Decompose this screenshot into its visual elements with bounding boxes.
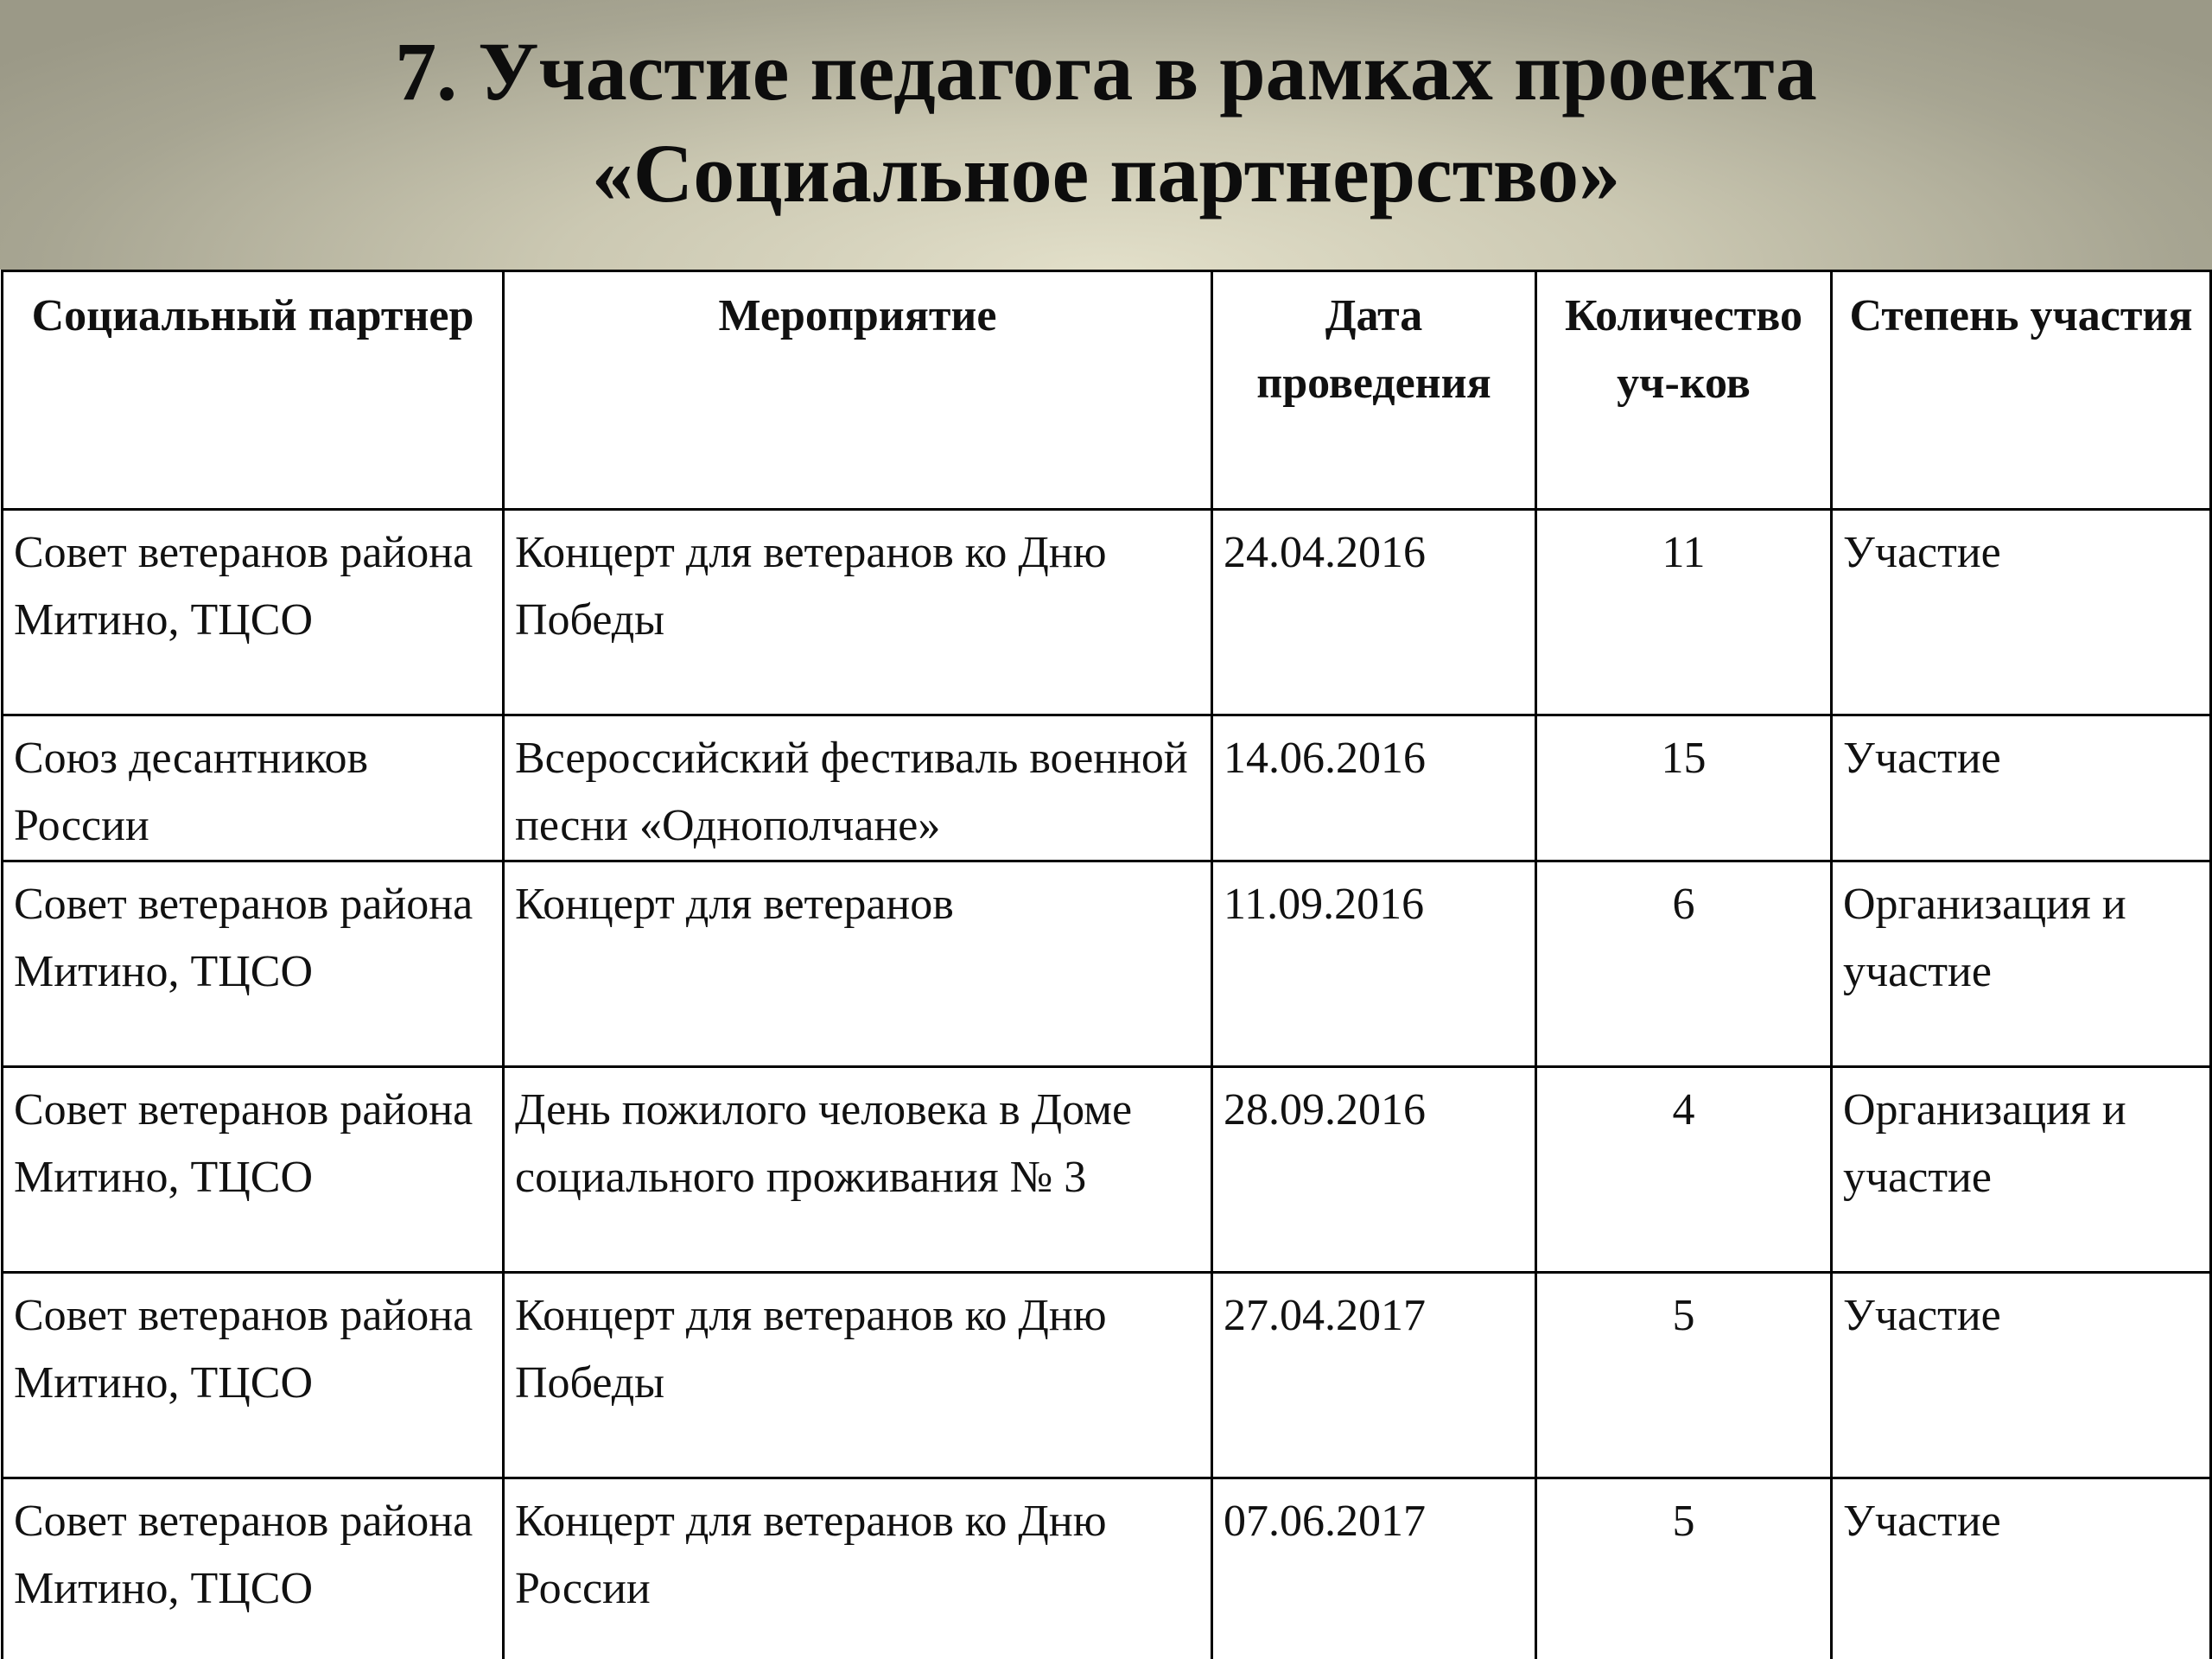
table-row: [3, 861, 2211, 1067]
table-row: [3, 1478, 2211, 1659]
cell-partner: Совет ветеранов района Митино, ТЦСО: [3, 510, 504, 715]
header-degree: Степень участия: [1832, 271, 2211, 510]
slide-title: [0, 21, 2212, 225]
cell-event: Концерт для ветеранов ко Дню Победы: [504, 510, 1212, 715]
cell-partner: Совет ветеранов района Митино, ТЦСО: [3, 861, 504, 1067]
cell-degree: Участие: [1832, 510, 2211, 715]
table-row: [3, 510, 2211, 715]
slide-header: [0, 0, 2212, 270]
cell-date: 11.09.2016: [1212, 861, 1536, 1067]
slide-title-line-1: 7. Участие педагога в рамках проекта: [395, 25, 1817, 118]
partnership-table-container: [0, 270, 2212, 1659]
cell-count: 5: [1536, 1273, 1832, 1478]
cell-count: 5: [1536, 1478, 1832, 1659]
header-date: Дата проведения: [1212, 271, 1536, 510]
cell-date: 07.06.2017: [1212, 1478, 1536, 1659]
slide-title-line-2: «Социальное партнерство»: [591, 127, 1621, 219]
cell-partner: Совет ветеранов района Митино, ТЦСО: [3, 1067, 504, 1273]
cell-event: Концерт для ветеранов ко Дню Победы: [504, 1273, 1212, 1478]
cell-degree: Организация и участие: [1832, 861, 2211, 1067]
header-count: Количество уч-ков: [1536, 271, 1832, 510]
cell-partner: Совет ветеранов района Митино, ТЦСО: [3, 1273, 504, 1478]
header-partner: Социальный партнер: [3, 271, 504, 510]
cell-event: Концерт для ветеранов: [504, 861, 1212, 1067]
cell-count: 4: [1536, 1067, 1832, 1273]
header-event: Мероприятие: [504, 271, 1212, 510]
cell-date: 27.04.2017: [1212, 1273, 1536, 1478]
cell-date: 28.09.2016: [1212, 1067, 1536, 1273]
partnership-table: [1, 270, 2212, 1659]
cell-degree: Участие: [1832, 715, 2211, 861]
table-row: [3, 1273, 2211, 1478]
cell-event: Всероссийский фестиваль военной песни «Однополчане»: [504, 715, 1212, 861]
cell-date: 24.04.2016: [1212, 510, 1536, 715]
cell-count: 11: [1536, 510, 1832, 715]
cell-partner: Совет ветеранов района Митино, ТЦСО: [3, 1478, 504, 1659]
cell-date: 14.06.2016: [1212, 715, 1536, 861]
cell-count: 6: [1536, 861, 1832, 1067]
cell-degree: Организация и участие: [1832, 1067, 2211, 1273]
table-row: [3, 1067, 2211, 1273]
cell-event: День пожилого человека в Доме социального проживания № 3: [504, 1067, 1212, 1273]
table-row: [3, 715, 2211, 861]
cell-event: Концерт для ветеранов ко Дню России: [504, 1478, 1212, 1659]
cell-degree: Участие: [1832, 1478, 2211, 1659]
table-header-row: [3, 271, 2211, 510]
cell-count: 15: [1536, 715, 1832, 861]
cell-partner: Союз десантников России: [3, 715, 504, 861]
cell-degree: Участие: [1832, 1273, 2211, 1478]
